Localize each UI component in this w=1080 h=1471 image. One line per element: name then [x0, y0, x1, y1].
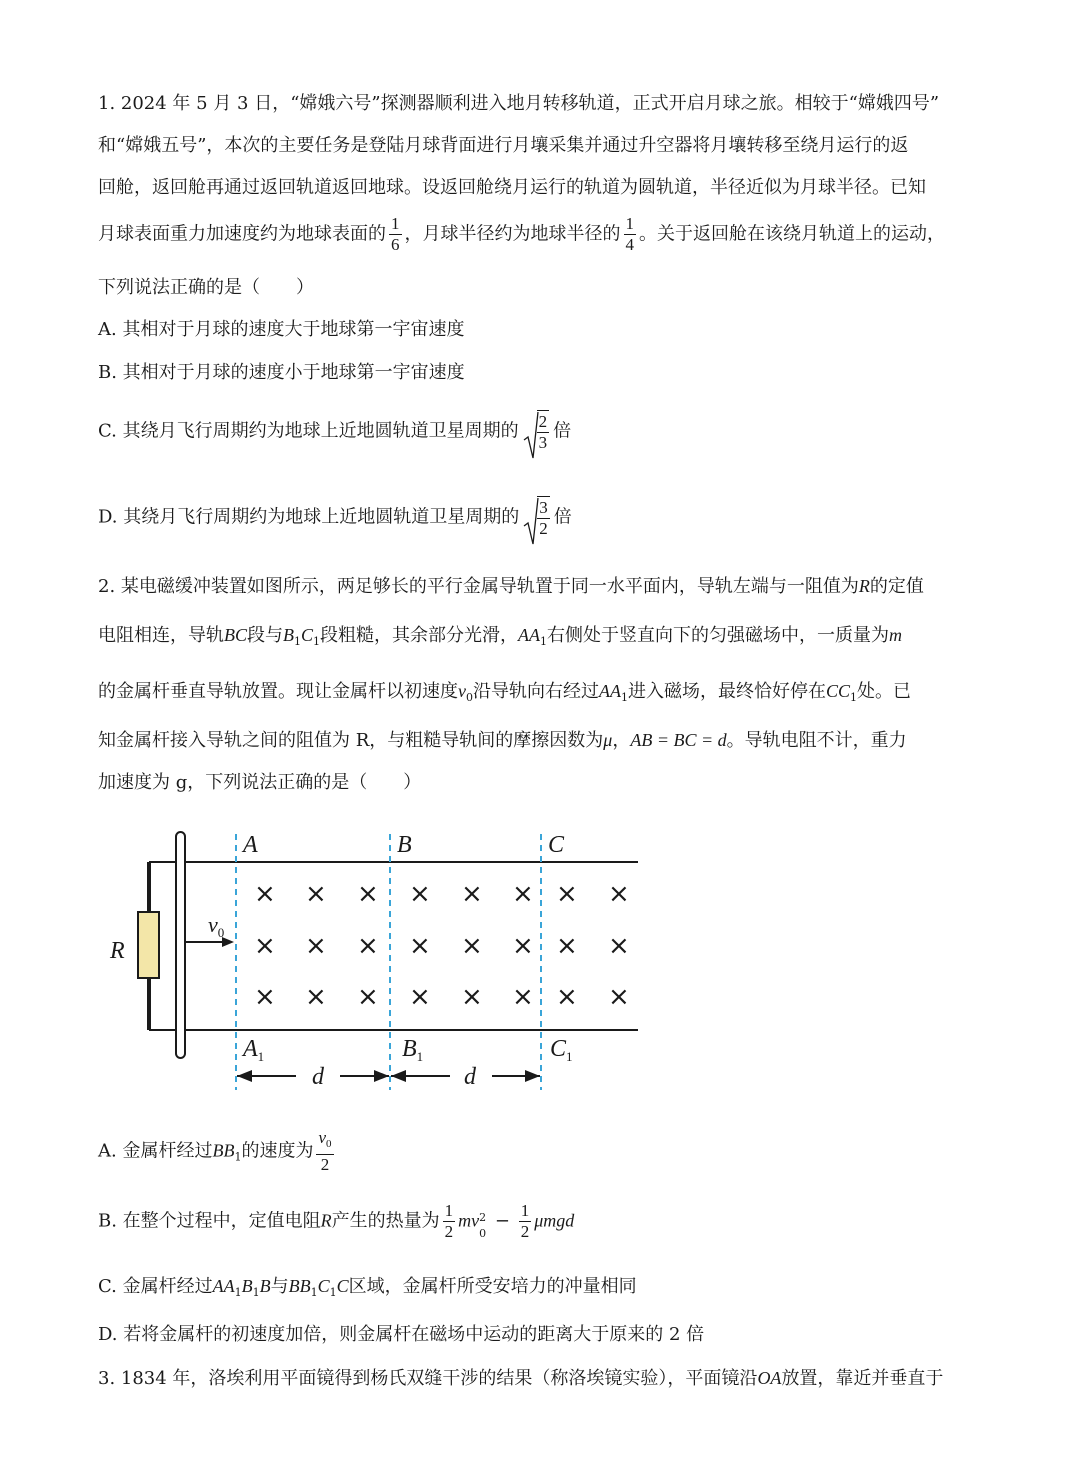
sqrt-three-halves	[523, 496, 550, 539]
q3-line-1-text-b: 放置，靠近并垂直于	[781, 1368, 944, 1389]
var-CC: CC	[826, 681, 851, 701]
var-C: C	[301, 625, 314, 645]
dimension-d-2: d	[464, 1064, 476, 1090]
dim-arrowhead-1-left	[237, 1070, 252, 1082]
subscript: 1	[329, 1286, 337, 1299]
fraction-denominator: 4	[625, 235, 634, 254]
field-cross: ×	[512, 879, 534, 909]
field-cross: ×	[305, 982, 327, 1012]
sqrt-two-thirds	[523, 410, 550, 453]
dim-arrowhead-2-right	[525, 1070, 540, 1082]
magnetic-field-crosses	[254, 879, 630, 1012]
sqrt-denominator: 2	[539, 519, 548, 538]
var-B: B	[259, 1276, 271, 1296]
subscript: 1	[310, 1286, 318, 1299]
fraction-numerator: 1	[520, 1201, 530, 1220]
radical-sign	[523, 496, 539, 546]
var-AA: AA	[212, 1276, 235, 1296]
q2-option-b	[98, 1201, 574, 1242]
field-cross: ×	[409, 982, 431, 1012]
electromagnetic-buffer-figure	[100, 822, 660, 1097]
var-C: C	[336, 1276, 349, 1296]
subscript: 1	[621, 691, 628, 704]
sup-sub-pair	[479, 1210, 489, 1240]
var-AA: AA	[518, 625, 541, 645]
fraction-numerator: 1	[625, 214, 634, 233]
field-cross: ×	[254, 931, 276, 961]
q1-option-d-text: D. 其绕月飞行周期约为地球上近地圆轨道卫星周期的	[98, 506, 520, 528]
q1-line-2: 和“嫦娥五号”，本次的主要任务是登陆月球背面进行月壤采集并通过升空器将月壤转移至绕月运行的返	[98, 135, 909, 156]
q2-line-3-text-c: 进入磁场，最终恰好停在	[628, 681, 826, 702]
field-cross: ×	[512, 931, 534, 961]
q2-option-c-text-a: C. 金属杆经过	[98, 1276, 213, 1297]
q2-option-d: D. 若将金属杆的初速度加倍，则金属杆在磁场中运动的距离大于原来的 2 倍	[98, 1324, 705, 1345]
var-AA: AA	[599, 681, 621, 701]
q3-line-1-text-a: 3. 1834 年，洛埃利用平面镜得到杨氏双缝干涉的结果（称洛埃镜实验），平面镜沿	[98, 1368, 758, 1389]
minus-sign: −	[489, 1210, 516, 1232]
fraction-numerator: 1	[391, 214, 400, 233]
radical-sign	[523, 410, 539, 460]
q2-line-1-text-b: 的定值	[869, 576, 924, 597]
var-B: B	[241, 1276, 253, 1296]
fraction-numerator: 1	[444, 1201, 454, 1220]
field-cross: ×	[512, 982, 534, 1012]
var-BC: BC	[224, 625, 248, 645]
q2-line-1-text-a: 2. 某电磁缓冲装置如图所示，两足够长的平行金属导轨置于同一水平面内，导轨左端与一阻值为	[98, 576, 859, 597]
metal-rod	[176, 832, 185, 1058]
field-cross: ×	[305, 879, 327, 909]
fraction-one-quarter	[624, 214, 637, 255]
label-A1: $A_1$	[243, 1036, 265, 1064]
fraction-denominator: 2	[444, 1222, 454, 1241]
var-R: R	[320, 1210, 332, 1231]
q1-line-4-text-c: 。关于返回舱在该绕月轨道上的运动，	[639, 223, 945, 245]
q1-line-3: 回舱，返回舱再通过返回轨道返回地球。设返回舱绕月运行的轨道为圆轨道，半径近似为月球半径。已知	[98, 177, 926, 198]
fraction-one-half	[443, 1201, 456, 1242]
subscript: 1	[313, 635, 321, 648]
subscript: 0	[466, 691, 473, 704]
superscript: 2	[479, 1210, 487, 1224]
fraction-denominator: 6	[391, 235, 400, 254]
q2-option-a-text-a: A. 金属杆经过	[98, 1140, 213, 1162]
subscript: 0	[326, 1138, 332, 1150]
resistor	[138, 912, 159, 978]
fraction-denominator: 2	[320, 1155, 330, 1174]
subscript: 1	[234, 1150, 242, 1164]
var-R: R	[858, 576, 870, 596]
field-cross: ×	[409, 931, 431, 961]
var-mu: μ	[603, 730, 613, 750]
var-v: v	[318, 1128, 326, 1147]
label-C: C	[548, 832, 565, 858]
q2-line-4-text-c: 。导轨电阻不计，重力	[726, 730, 907, 751]
q2-line-4-text-a: 知金属杆接入导轨之间的阻值为 R，与粗糙导轨间的摩擦因数为	[98, 730, 604, 751]
field-cross: ×	[608, 982, 630, 1012]
q1-line-4-text-a: 月球表面重力加速度约为地球表面的	[98, 223, 386, 245]
label-B1: $B_1$	[402, 1036, 424, 1064]
q1-line-4-text-b: ，月球半径约为地球半径的	[404, 223, 621, 245]
q2-line-4	[98, 728, 907, 753]
equation-ab-bc-d: AB = BC = d	[630, 730, 727, 750]
q2-option-c	[98, 1274, 637, 1305]
q2-line-2-text-b: 段与	[247, 625, 284, 646]
q2-line-3-text-a: 的金属杆垂直导轨放置。现让金属杆以初速度	[98, 681, 458, 702]
var-m: m	[889, 625, 903, 645]
var-BB: BB	[212, 1140, 235, 1161]
fraction-one-sixth	[389, 214, 402, 255]
q2-option-b-text-b: 产生的热量为	[331, 1210, 440, 1232]
q1-option-c-text: C. 其绕月飞行周期约为地球上近地圆轨道卫星周期的	[98, 420, 519, 442]
subscript: 1	[850, 691, 858, 704]
label-A: A	[243, 832, 258, 858]
subscript: 1	[252, 1286, 260, 1299]
q1-line-4	[98, 214, 945, 255]
field-cross: ×	[556, 879, 578, 909]
q2-option-c-text-c: 区域，金属杆所受安培力的冲量相同	[348, 1276, 637, 1297]
dim-arrowhead-2-left	[391, 1070, 406, 1082]
field-cross: ×	[608, 879, 630, 909]
q2-option-a-text-b: 的速度为	[241, 1140, 314, 1162]
var-C: C	[317, 1276, 330, 1296]
var-B: B	[283, 625, 295, 645]
q2-line-1	[98, 574, 924, 599]
subscript: 1	[294, 635, 302, 648]
q2-option-c-text-b: 与	[270, 1276, 289, 1297]
q2-line-3-text-b: 沿导轨向右经过	[473, 681, 599, 702]
q1-option-a: A. 其相对于月球的速度大于地球第一宇宙速度	[98, 319, 465, 340]
q2-line-2-text-c: 段粗糙，其余部分光滑，	[320, 625, 519, 646]
velocity-label: $v_0$	[208, 912, 225, 940]
field-cross: ×	[461, 931, 483, 961]
q2-line-3-text-d: 处。已	[857, 681, 912, 702]
field-cross: ×	[556, 982, 578, 1012]
label-C1: $C_1$	[550, 1036, 573, 1064]
q1-option-d-tail: 倍	[553, 506, 572, 528]
field-cross: ×	[461, 982, 483, 1012]
dimension-d-1: d	[312, 1064, 324, 1090]
q2-option-b-text-a: B. 在整个过程中，定值电阻	[98, 1210, 321, 1232]
q1-option-c-tail: 倍	[553, 420, 572, 442]
q2-line-2-text-a: 电阻相连，导轨	[98, 625, 224, 646]
q1-line-1: 1. 2024 年 5 月 3 日，“嫦娥六号”探测器顺利进入地月转移轨道，正式开启月球之旅。相较于“嫦娥四号”	[98, 93, 940, 114]
sqrt-numerator: 3	[539, 498, 548, 517]
q2-line-3	[98, 679, 911, 710]
subscript: 1	[540, 635, 548, 648]
field-cross: ×	[357, 879, 379, 909]
var-OA: OA	[757, 1368, 782, 1388]
field-cross: ×	[608, 931, 630, 961]
sqrt-denominator: 3	[538, 433, 548, 452]
q1-option-d	[98, 496, 572, 539]
field-cross: ×	[556, 931, 578, 961]
q1-option-b: B. 其相对于月球的速度小于地球第一宇宙速度	[98, 362, 465, 383]
resistor-label: R	[110, 938, 125, 964]
q1-line-5: 下列说法正确的是（ ）	[98, 277, 314, 298]
sqrt-numerator: 2	[538, 412, 548, 431]
dim-arrowhead-1-right	[374, 1070, 389, 1082]
field-cross: ×	[357, 931, 379, 961]
q2-line-2-text-d: 右侧处于竖直向下的匀强磁场中，一质量为	[547, 625, 890, 646]
q2-line-5: 加速度为 g，下列说法正确的是（ ）	[98, 772, 422, 793]
var-BB: BB	[288, 1276, 311, 1296]
field-cross: ×	[254, 879, 276, 909]
fraction-denominator: 2	[520, 1222, 530, 1241]
var-mu-mgd: μmgd	[534, 1210, 575, 1231]
field-cross: ×	[305, 931, 327, 961]
fraction-v0-over-2	[316, 1128, 333, 1175]
subscript: 1	[234, 1286, 242, 1299]
label-B: B	[397, 832, 412, 858]
field-cross: ×	[254, 982, 276, 1012]
field-cross: ×	[461, 879, 483, 909]
q3-line-1	[98, 1366, 943, 1391]
fraction-one-half	[519, 1201, 532, 1242]
var-mv: mv	[458, 1210, 480, 1231]
q2-option-a	[98, 1128, 337, 1175]
field-cross: ×	[409, 879, 431, 909]
var-v: v	[458, 681, 466, 701]
q1-option-c	[98, 410, 571, 453]
field-cross: ×	[357, 982, 379, 1012]
subscript: 0	[479, 1226, 487, 1240]
q2-line-2	[98, 623, 902, 654]
q2-line-4-text-b: ，	[612, 730, 631, 751]
